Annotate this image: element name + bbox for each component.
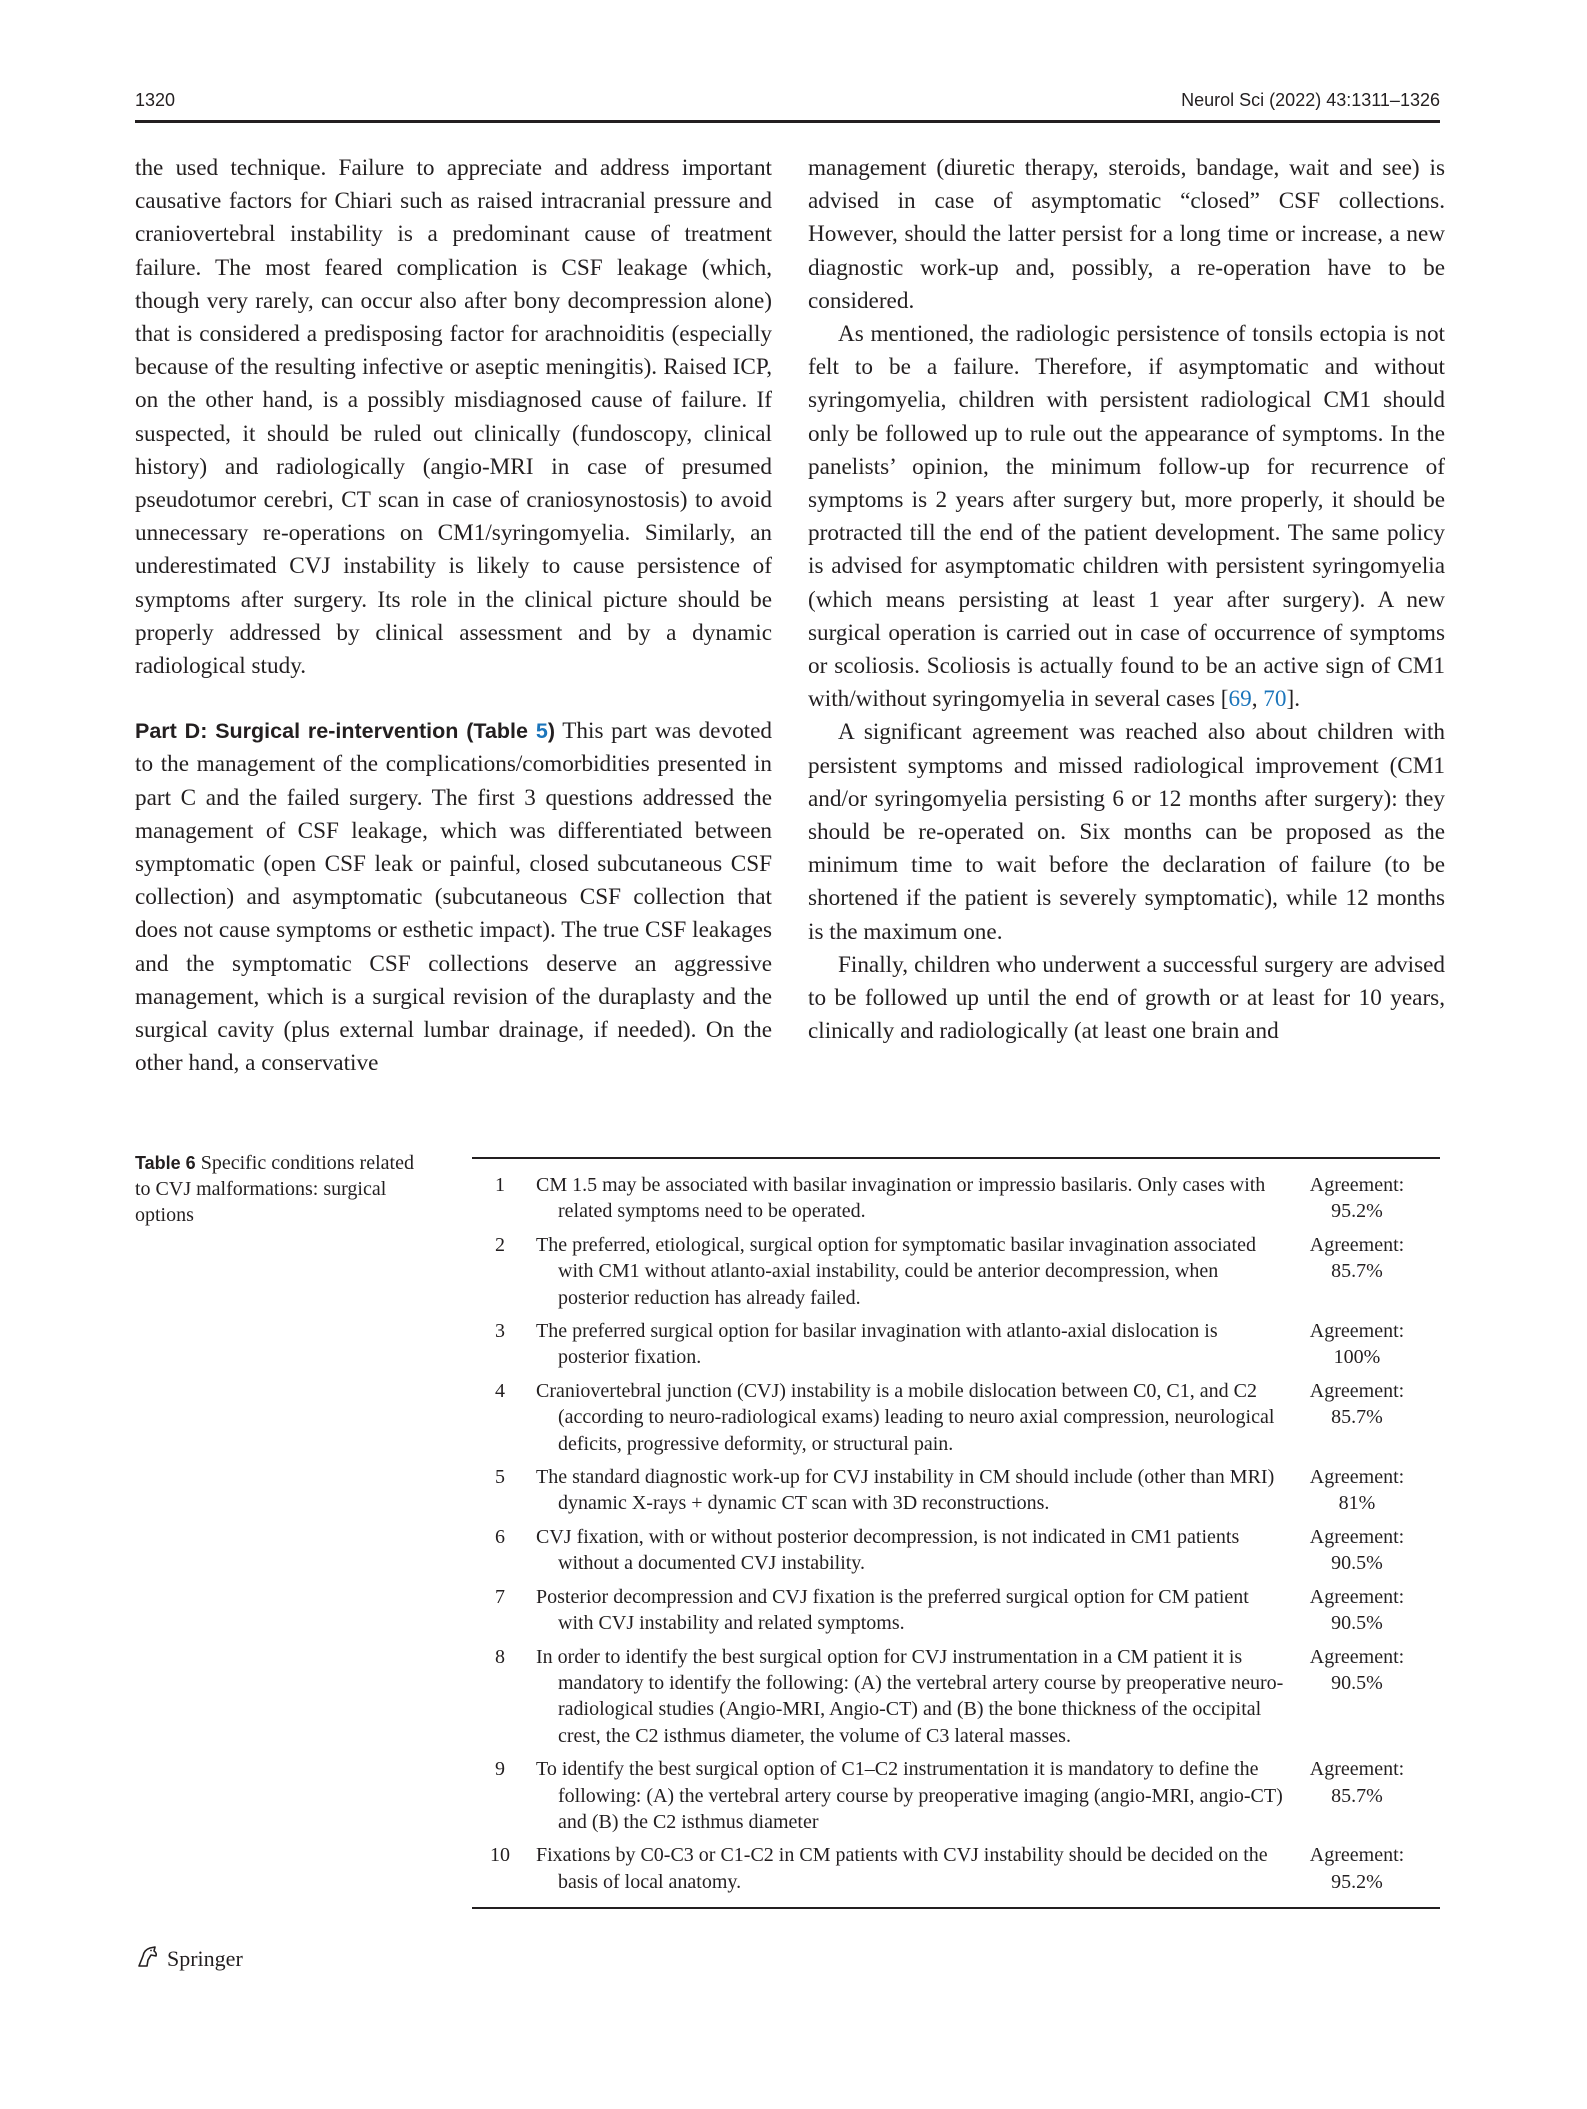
consensus-table [472,1157,1440,1909]
table-row [472,1756,1440,1835]
agreement-cell [1286,1464,1440,1517]
running-header [135,86,1440,123]
agreement-label: Agreement: [1309,1844,1405,1867]
row-number: 9 [495,1758,505,1781]
row-number: 1 [495,1174,505,1196]
table-row [472,1318,1440,1371]
agreement-value: 100% [1333,1346,1381,1369]
agreement-value: 95.2% [1331,1200,1383,1223]
row-number: 8 [495,1645,505,1668]
row-number: 5 [495,1466,505,1489]
agreement-cell [1286,1584,1440,1637]
agreement-label: Agreement: [1309,1379,1405,1402]
table-row [472,1842,1440,1895]
publisher-name: Springer [167,1946,243,1971]
agreement-cell [1286,1172,1440,1225]
page-number: 1320 [135,90,176,110]
citation-link[interactable]: 70 [1263,686,1287,713]
agreement-label: Agreement: [1309,1758,1405,1781]
agreement-label: Agreement: [1309,1645,1405,1668]
publisher-footer [135,1944,243,1972]
paragraph: Finally, children who underwent a successful surgery are advised to be followed up until the end of growth or at least for 10 years, clinically and radiologically (at least one brain and [808,951,1445,1045]
table-row [472,1378,1440,1457]
statement-text: Posterior decompression and CVJ fixation is the preferred surgical option for CM patient with CVJ instability and related symptoms. [536,1585,1249,1635]
row-number: 7 [495,1585,505,1608]
paragraph-part-d: Part D: Surgical re-intervention (Table 5) This part was devoted to the management of the complications/comorbidities presented in part C and the failed surgery. The first 3 questions addressed the management of CSF leakage, which was differentiated between symptomatic (open CSF leak or painful, closed subcutaneous CSF collection) and asymptomatic (subcutaneous CSF collection that does not cause symptoms or esthetic impact). The true CSF leakages and the symptomatic CSF collections deserve an aggressive management, which is a surgical revision of the duraplasty and the surgical cavity (plus external lumbar drainage, if needed). On the other hand, a conservative [135,718,772,1077]
row-number: 4 [495,1379,505,1402]
left-column [135,152,772,1080]
table-label: Table 6 [135,1153,196,1173]
agreement-label: Agreement: [1309,1320,1405,1343]
table-caption-text: Specific conditions related to CVJ malformations: surgical options [135,1152,414,1226]
right-column [808,152,1445,1048]
agreement-cell [1286,1232,1440,1311]
agreement-cell [1286,1378,1440,1457]
table-reference-link[interactable]: 5 [535,719,548,744]
statement-text: In order to identify the best surgical option for CVJ instrumentation in a CM patient it is mandatory to identify the following: (A) the vertebral artery course by preoperative neuro-radiological studies (Angio-MRI, Angio-CT) and (B) the bone thickness of the occipital crest, the C2 isthmus diameter, the volume of C3 lateral masses. [536,1645,1284,1747]
statement-text: Craniovertebral junction (CVJ) instability is a mobile dislocation between C0, C1, and C2 (according to neuro-radiological exams) leading to neuro axial compression, neurological deficits, progressive deformity, or structural pain. [536,1379,1275,1455]
springer-horse-icon [135,1944,161,1970]
row-number: 10 [490,1844,510,1867]
table-row [472,1644,1440,1750]
row-number: 3 [495,1320,505,1343]
agreement-value: 85.7% [1331,1260,1383,1283]
row-number: 6 [495,1525,505,1548]
table-caption [135,1150,425,1228]
agreement-cell [1286,1644,1440,1750]
statement-text: The preferred surgical option for basilar invagination with atlanto-axial dislocation is posterior fixation. [536,1320,1218,1369]
statement-text: CVJ fixation, with or without posterior decompression, is not indicated in CM1 patients without a documented CVJ instability. [536,1525,1240,1575]
table-row [472,1172,1440,1225]
agreement-value: 85.7% [1331,1784,1383,1807]
agreement-label: Agreement: [1309,1233,1405,1256]
agreement-value: 81% [1338,1492,1376,1515]
agreement-label: Agreement: [1309,1585,1405,1608]
row-number: 2 [495,1233,505,1256]
agreement-label: Agreement: [1309,1525,1405,1548]
agreement-cell [1286,1524,1440,1577]
table-row [472,1524,1440,1577]
journal-citation: Neurol Sci (2022) 43:1311–1326 [1181,90,1440,110]
agreement-label: Agreement: [1309,1174,1405,1196]
statement-text: The standard diagnostic work-up for CVJ instability in CM should include (other than MRI) dynamic X-rays + dynamic CT scan with 3D reconstructions. [536,1466,1275,1515]
statement-text: The preferred, etiological, surgical option for symptomatic basilar invagination associated with CM1 without atlanto-axial instability, could be anterior decompression, when posterior reduction has already failed. [536,1233,1256,1309]
agreement-value: 90.5% [1331,1612,1383,1635]
paragraph: the used technique. Failure to appreciate and address important causative factors for Chiari such as raised intracranial pressure and craniovertebral instability is a predominant cause of treatment failure. The most feared complication is CSF leakage (which, though very rarely, can occur also after bony decompression alone) that is considered a predisposing factor for arachnoiditis (especially because of the resulting infective or aseptic meningitis). Raised ICP, on the other hand, is a possibly misdiagnosed cause of failure. If suspected, it should be ruled out clinically (fundoscopy, clinical history) and radiologically (angio-MRI in case of presumed pseudotumor cerebri, CT scan in case of craniosynostosis) to avoid unnecessary re-operations on CM1/syringomyelia. Similarly, an underestimated CVJ instability is likely to cause persistence of symptoms after surgery. Its role in the clinical picture should be properly addressed by clinical assessment and by a dynamic radiological study. [135,155,772,680]
table-row [472,1464,1440,1517]
statement-text: Fixations by C0-C3 or C1-C2 in CM patients with CVJ instability should be decided on the basis of local anatomy. [536,1844,1268,1893]
agreement-value: 95.2% [1331,1870,1383,1893]
paragraph: As mentioned, the radiologic persistence of tonsils ectopia is not felt to be a failure. Therefore, if asymptomatic and without syringomyelia, children with persistent radiological CM1 should only be followed up to rule out the appearance of symptoms. In the panelists’ opinion, the minimum follow-up for recurrence of symptoms is 2 years after surgery but, more properly, it should be protracted till the end of the patient development. The same policy is advised for asymptomatic children with persistent syringomyelia (which means persisting at least 1 year after surgery). A new surgical operation is carried out in case of occurrence of symptoms or scoliosis. Scoliosis is actually found to be an active sign of CM1 with/without syringomyelia in several cases [69, 70]. [808,321,1445,713]
paragraph: management (diuretic therapy, steroids, bandage, wait and see) is advised in case of asymptomatic “closed” CSF collections. However, should the latter persist for a long time or increase, a new diagnostic work-up and, possibly, a re-operation have to be considered. [808,155,1445,314]
paragraph: A significant agreement was reached also about children with persistent symptoms and missed radiological improvement (CM1 and/or syringomyelia persisting 6 or 12 months after surgery): they should be re-operated on. Six months can be proposed as the minimum time to wait before the declaration of failure (to be shortened if the patient is severely symptomatic), while 12 months is the maximum one. [808,719,1445,945]
agreement-cell [1286,1318,1440,1371]
agreement-value: 90.5% [1331,1552,1383,1575]
table-row [472,1232,1440,1311]
section-heading: Part D: Surgical re-intervention (Table 5) [135,719,555,744]
statement-text: To identify the best surgical option of C1–C2 instrumentation it is mandatory to define the following: (A) the vertebral artery course by preoperative imaging (angio-MRI, angio-CT) and (B) the C2 isthmus diameter [536,1758,1283,1833]
agreement-value: 85.7% [1331,1406,1383,1429]
table-row [472,1584,1440,1637]
agreement-label: Agreement: [1309,1466,1405,1489]
citation-link[interactable]: 69 [1228,686,1252,713]
agreement-cell [1286,1842,1440,1895]
agreement-cell [1286,1756,1440,1835]
statement-text: CM 1.5 may be associated with basilar invagination or impressio basilaris. Only cases with related symptoms need to be operated. [536,1174,1266,1223]
agreement-value: 90.5% [1331,1671,1383,1694]
